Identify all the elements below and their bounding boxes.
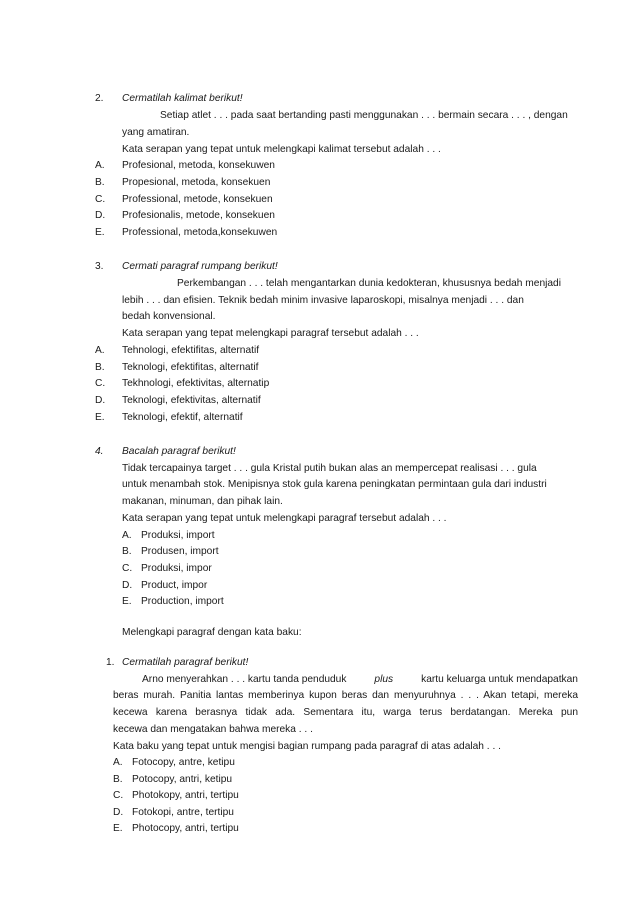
q3-text-line1: Perkembangan . . . telah mengantarkan dunia kedokteran, khususnya bedah menjadi — [177, 278, 561, 289]
q4-text-line3: makanan, minuman, dan pihak lain. — [122, 496, 283, 507]
q1-number: 1. — [106, 657, 115, 668]
q1-text-line1-start: Arno menyerahkan . . . kartu tanda penduduk — [142, 674, 347, 685]
q3-text-line3: bedah konvensional. — [122, 311, 216, 322]
q1-option-letter: D. — [113, 807, 124, 818]
q2-option-text[interactable]: Profesionalis, metode, konsekuen — [122, 210, 275, 221]
q4-option-text[interactable]: Production, import — [141, 596, 224, 607]
q2-option-letter: C. — [95, 194, 106, 205]
q1-option-letter: B. — [113, 774, 123, 785]
q4-text-line2: untuk menambah stok. Menipisnya stok gula karena peningkatan permintaan gula dari industri — [122, 479, 547, 490]
q4-option-text[interactable]: Product, impor — [141, 580, 208, 591]
q3-option-letter: E. — [95, 412, 105, 423]
q3-number: 3. — [95, 261, 104, 272]
q2-option-letter: D. — [95, 210, 106, 221]
q4-option-letter: B. — [122, 546, 132, 557]
q2-instruction: Cermatilah kalimat berikut! — [122, 93, 243, 104]
q1-option-letter: E. — [113, 823, 123, 834]
q3-option-letter: B. — [95, 362, 105, 373]
q1-text-line4: kecewa dan mengatakan bahwa mereka . . . — [113, 724, 313, 735]
q2-text-line1: Setiap atlet . . . pada saat bertanding pasti menggunakan . . . bermain secara . . . , dengan — [160, 110, 568, 121]
q2-option-letter: E. — [95, 227, 105, 238]
q3-text-line2: lebih . . . dan efisien. Teknik bedah minim invasive laparoskopi, misalnya menjadi . . . dan — [122, 295, 524, 306]
q2-option-text[interactable]: Propesional, metoda, konsekuen — [122, 177, 271, 188]
q1-text-line3: kecewa karena berasnya tidak ada. Sementara itu, warga terus berdatangan. Mereka pun — [113, 707, 578, 718]
q1-text-line2: beras murah. Panitia lantas memberinya kupon beras dan menyuruhnya . . . Akan tetapi, mereka — [113, 690, 578, 701]
q1-option-letter: A. — [113, 757, 123, 768]
q3-option-text[interactable]: Tehnologi, efektifitas, alternatif — [122, 345, 260, 356]
q2-option-letter: A. — [95, 160, 105, 171]
section-heading: Melengkapi paragraf dengan kata baku: — [122, 627, 302, 638]
q3-option-text[interactable]: Teknologi, efektif, alternatif — [122, 412, 243, 423]
q3-option-letter: C. — [95, 378, 106, 389]
q1-option-text[interactable]: Fotocopy, antre, ketipu — [132, 757, 235, 768]
q4-option-letter: C. — [122, 563, 133, 574]
q3-instruction: Cermati paragraf rumpang berikut! — [122, 261, 278, 272]
q3-question: Kata serapan yang tepat melengkapi paragraf tersebut adalah . . . — [122, 328, 419, 339]
q1-option-text[interactable]: Potocopy, antri, ketipu — [132, 774, 233, 785]
q3-option-text[interactable]: Teknologi, efektivitas, alternatif — [122, 395, 261, 406]
q2-option-letter: B. — [95, 177, 105, 188]
q4-number: 4. — [95, 446, 104, 457]
q3-option-letter: A. — [95, 345, 105, 356]
q2-option-text[interactable]: Profesional, metoda, konsekuwen — [122, 160, 275, 171]
q1-option-letter: C. — [113, 790, 124, 801]
q1-option-text[interactable]: Fotokopi, antre, tertipu — [132, 807, 234, 818]
q3-option-text[interactable]: Tekhnologi, efektivitas, alternatip — [122, 378, 270, 389]
q2-option-text[interactable]: Professional, metode, konsekuen — [122, 194, 273, 205]
q1-text-line1-italic: plus — [374, 674, 394, 685]
q4-option-letter: D. — [122, 580, 133, 591]
q4-instruction: Bacalah paragraf berikut! — [122, 446, 236, 457]
q4-text-line1: Tidak tercapainya target . . . gula Kristal putih bukan alas an mempercepat realisasi . . . gula — [122, 463, 537, 474]
q3-option-letter: D. — [95, 395, 106, 406]
q3-option-text[interactable]: Teknologi, efektifitas, alternatif — [122, 362, 259, 373]
q2-question: Kata serapan yang tepat untuk melengkapi kalimat tersebut adalah . . . — [122, 144, 441, 155]
q1-instruction: Cermatilah paragraf berikut! — [122, 657, 249, 668]
q4-option-text[interactable]: Produksi, import — [141, 530, 215, 541]
q2-text-line2: yang amatiran. — [122, 127, 190, 138]
q1-text-line1 — [142, 672, 578, 689]
q1-option-text[interactable]: Photocopy, antri, tertipu — [132, 823, 239, 834]
q4-option-letter: E. — [122, 596, 132, 607]
q4-option-text[interactable]: Produksi, impor — [141, 563, 212, 574]
q2-option-text[interactable]: Professional, metoda,konsekuwen — [122, 227, 278, 238]
q1-question: Kata baku yang tepat untuk mengisi bagian rumpang pada paragraf di atas adalah . . . — [113, 741, 501, 752]
q4-option-letter: A. — [122, 530, 132, 541]
q4-question: Kata serapan yang tepat untuk melengkapi paragraf tersebut adalah . . . — [122, 513, 447, 524]
q2-number: 2. — [95, 93, 104, 104]
q1-text-line1-end: kartu keluarga untuk mendapatkan — [421, 674, 578, 685]
q4-option-text[interactable]: Produsen, import — [141, 546, 219, 557]
q1-option-text[interactable]: Photokopy, antri, tertipu — [132, 790, 239, 801]
